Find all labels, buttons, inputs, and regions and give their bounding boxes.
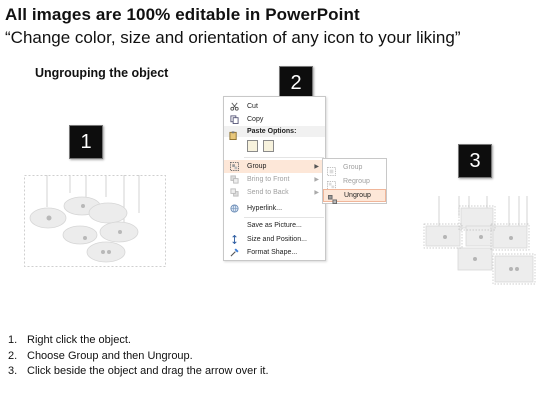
paste-options-label: Paste Options: xyxy=(247,128,297,135)
menu-item-size-and-position[interactable] xyxy=(224,233,325,246)
paste-keep-formatting-icon[interactable] xyxy=(247,140,258,152)
submenu-arrow-icon: ▶ xyxy=(314,190,319,196)
bring-front-icon xyxy=(229,175,239,185)
submenu-item-label: Ungroup xyxy=(344,192,371,199)
menu-item-label: Copy xyxy=(247,116,264,123)
section-title: Ungrouping the object xyxy=(35,66,169,80)
step-badge-3: 3 xyxy=(458,144,492,178)
menu-item-hyperlink[interactable] xyxy=(224,202,325,215)
grouped-clouds-graphic[interactable] xyxy=(24,175,166,267)
step-badge-2: 2 xyxy=(279,66,313,100)
menu-item-copy[interactable] xyxy=(224,113,325,126)
menu-item-bring-to-front[interactable] xyxy=(224,173,325,186)
scissors-icon xyxy=(229,102,239,112)
group-icon xyxy=(327,163,337,173)
page-title: All images are 100% editable in PowerPoint xyxy=(5,5,360,24)
menu-item-cut[interactable] xyxy=(224,100,325,113)
submenu-item-group[interactable] xyxy=(323,161,386,174)
paste-icon xyxy=(229,127,239,137)
send-back-icon xyxy=(229,188,239,198)
menu-divider xyxy=(244,157,324,158)
instruction-steps xyxy=(8,333,269,380)
step-item: 2. Choose Group and then Ungroup. xyxy=(8,349,193,362)
paste-options-header xyxy=(224,126,325,137)
menu-item-label: Hyperlink... xyxy=(247,205,283,212)
submenu-item-label: Regroup xyxy=(343,178,370,185)
menu-item-label: Group xyxy=(247,163,267,170)
submenu-arrow-icon: ▶ xyxy=(314,177,319,183)
regroup-icon xyxy=(327,177,337,187)
format-shape-icon xyxy=(229,248,239,258)
menu-item-send-to-back[interactable] xyxy=(224,186,325,199)
menu-item-label: Save as Picture... xyxy=(247,222,302,229)
step-badge-1: 1 xyxy=(69,125,103,159)
ungroup-icon xyxy=(328,191,338,201)
paste-option-buttons xyxy=(247,140,274,152)
hyperlink-icon xyxy=(229,204,239,214)
submenu-item-regroup[interactable] xyxy=(323,175,386,188)
menu-item-label: Bring to Front xyxy=(247,176,290,183)
context-menu xyxy=(223,96,326,261)
step-item: 3. Click beside the object and drag the arrow over it. xyxy=(8,365,269,377)
submenu-item-ungroup[interactable] xyxy=(323,189,386,202)
menu-item-label: Cut xyxy=(247,103,258,110)
ungrouped-clouds-graphic[interactable] xyxy=(423,196,557,286)
paste-picture-icon[interactable] xyxy=(263,140,274,152)
menu-item-format-shape[interactable] xyxy=(224,246,325,259)
submenu-arrow-icon: ▶ xyxy=(314,164,319,170)
menu-item-group[interactable] xyxy=(224,160,325,173)
group-icon xyxy=(229,162,239,172)
size-icon xyxy=(229,235,239,245)
menu-item-save-as-picture[interactable] xyxy=(224,219,325,232)
group-submenu xyxy=(322,158,387,204)
menu-divider xyxy=(244,217,324,218)
menu-item-label: Size and Position... xyxy=(247,236,307,243)
step-item: 1. Right click the object. xyxy=(8,334,131,346)
menu-item-label: Format Shape... xyxy=(247,249,298,256)
copy-icon xyxy=(229,115,239,125)
page-subtitle: “Change color, size and orientation of any icon to your liking” xyxy=(5,28,461,47)
menu-item-label: Send to Back xyxy=(247,189,289,196)
submenu-item-label: Group xyxy=(343,164,363,171)
